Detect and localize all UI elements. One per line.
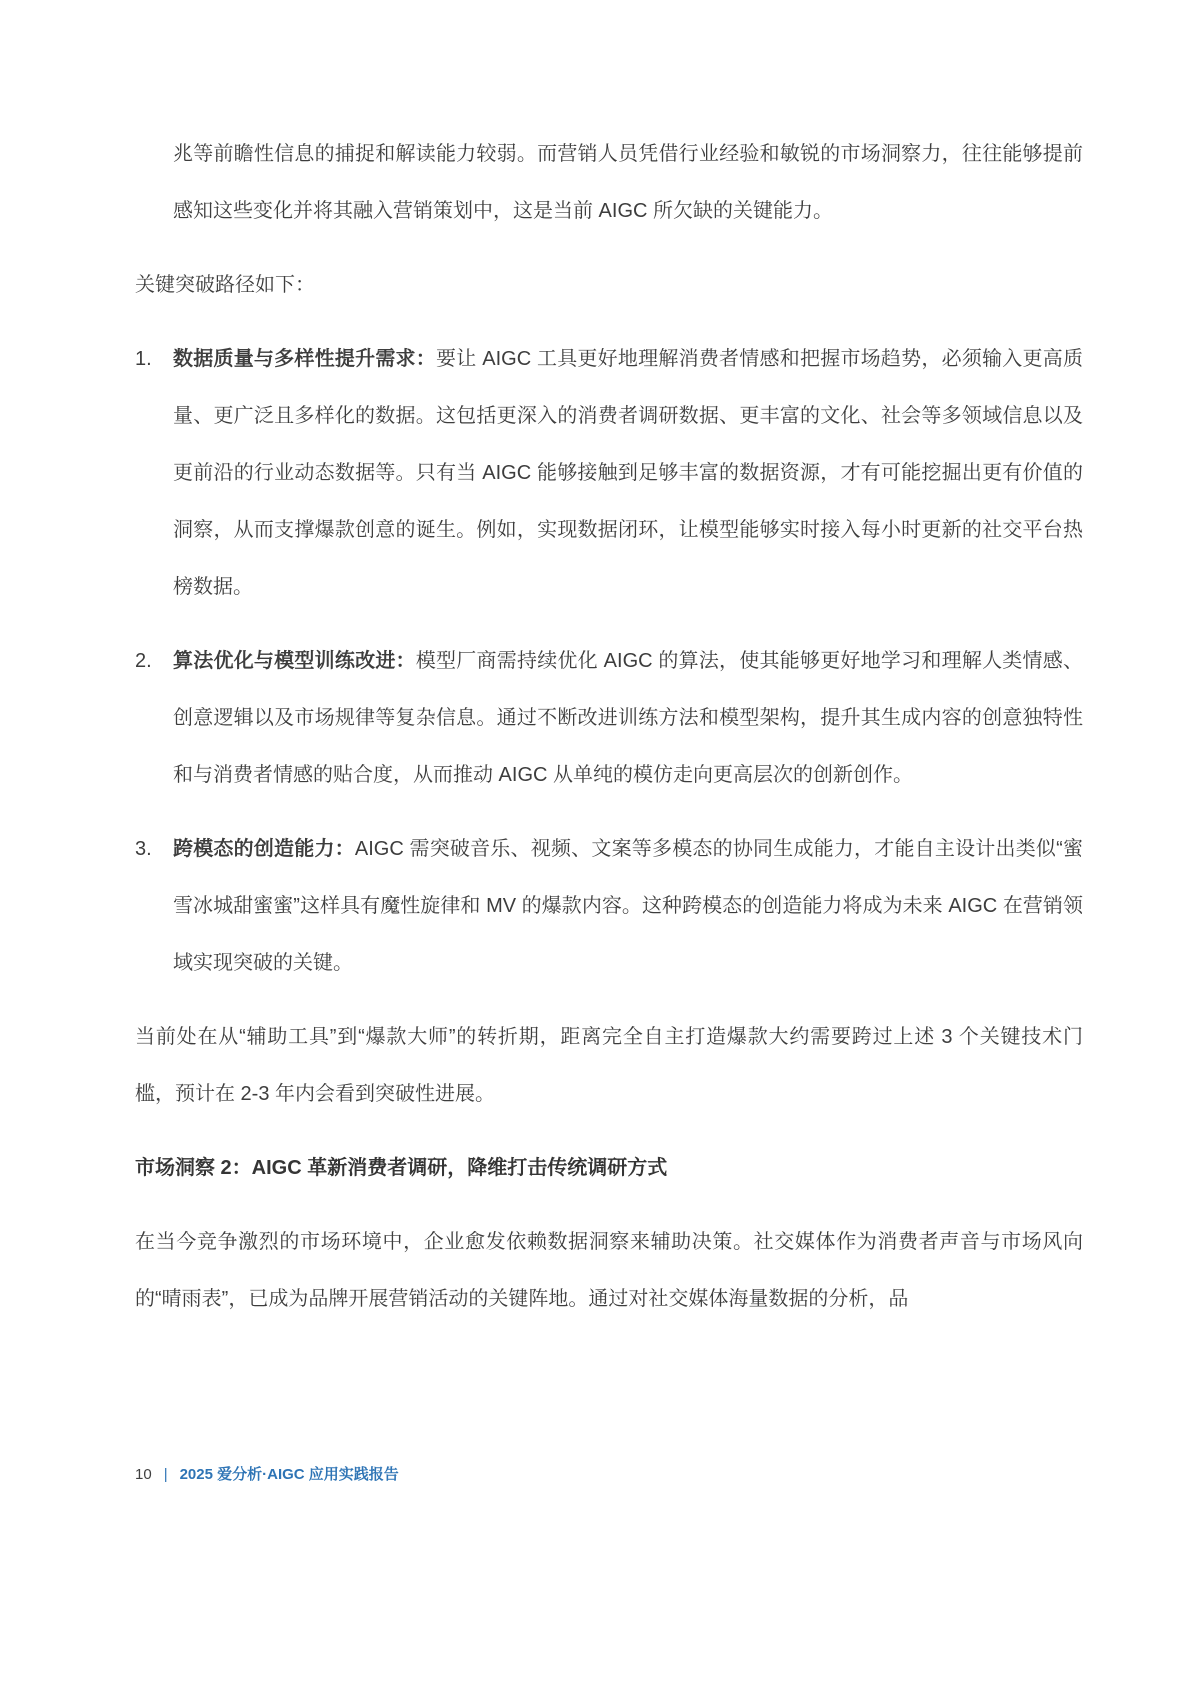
- footer-separator: |: [163, 1466, 168, 1483]
- transition-paragraph: 当前处在从“辅助工具”到“爆款大师”的转折期，距离完全自主打造爆款大约需要跨过上述 3 个关键技术门槛，预计在 2-3 年内会看到突破性进展。: [135, 1026, 1083, 1105]
- page-number: 10: [135, 1466, 152, 1483]
- list-item-number: 2.: [135, 650, 152, 672]
- list-item-text: 要让 AIGC 工具更好地理解消费者情感和把握市场趋势，必须输入更高质量、更广泛且多样化的数据。这包括更深入的消费者调研数据、更丰富的文化、社会等多领域信息以及更前沿的行业动态数据等。只有当 AIGC 能够接触到足够丰富的数据资源，才有可能挖掘出更有价值的洞察，从而支撑爆款创意的诞生。例如，实现数据闭环，让模型能够实时接入每小时更新的社交平台热榜数据。: [173, 348, 1084, 598]
- list-item-number: 1.: [135, 348, 152, 370]
- list-item-text: 模型厂商需持续优化 AIGC 的算法，使其能够更好地学习和理解人类情感、创意逻辑以及市场规律等复杂信息。通过不断改进训练方法和模型架构，提升其生成内容的创意独特性和与消费者情感的贴合度，从而推动 AIGC 从单纯的模仿走向更高层次的创新创作。: [173, 650, 1084, 786]
- footer-report-title: 2025 爱分析·AIGC 应用实践报告: [179, 1466, 399, 1483]
- list-item: [135, 821, 1083, 992]
- list-item-text: AIGC 需突破音乐、视频、文案等多模态的协同生成能力，才能自主设计出类似“蜜雪冰城甜蜜蜜”这样具有魔性旋律和 MV 的爆款内容。这种跨模态的创造能力将成为未来 AIGC 在营销领域实现突破的关键。: [173, 838, 1083, 974]
- section-heading: 市场洞察 2：AIGC 革新消费者调研，降维打击传统调研方式: [135, 1157, 668, 1179]
- list-item-title: 数据质量与多样性提升需求：: [173, 348, 437, 370]
- breakthrough-path-list: [135, 331, 1083, 992]
- list-item-title: 跨模态的创造能力：: [173, 838, 355, 860]
- list-item: [135, 331, 1083, 616]
- page-footer: [135, 1463, 399, 1487]
- closing-paragraph: 在当今竞争激烈的市场环境中，企业愈发依赖数据洞察来辅助决策。社交媒体作为消费者声音与市场风向的“晴雨表”，已成为品牌开展营销活动的关键阵地。通过对社交媒体海量数据的分析，品: [135, 1231, 1083, 1310]
- list-item-body: [173, 331, 1083, 616]
- list-item-title: 算法优化与模型训练改进：: [173, 650, 416, 672]
- list-item: [135, 633, 1083, 804]
- page-content: [135, 126, 1083, 1345]
- list-item-body: [173, 821, 1083, 992]
- lead-line: 关键突破路径如下：: [135, 274, 315, 296]
- list-item-body: [173, 633, 1083, 804]
- list-item-number: 3.: [135, 838, 152, 860]
- continuation-paragraph: 兆等前瞻性信息的捕捉和解读能力较弱。而营销人员凭借行业经验和敏锐的市场洞察力，往往能够提前感知这些变化并将其融入营销策划中，这是当前 AIGC 所欠缺的关键能力。: [173, 143, 1083, 222]
